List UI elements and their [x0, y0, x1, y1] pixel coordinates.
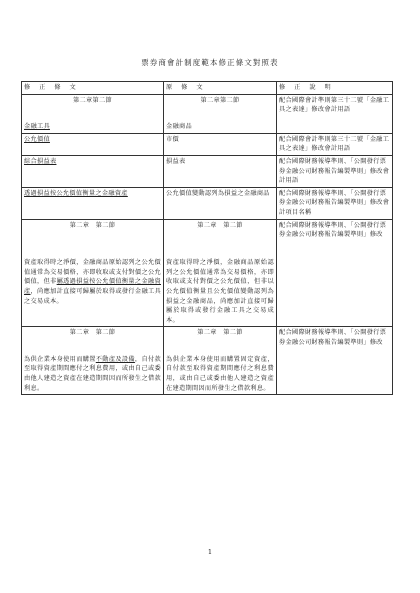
revised-cell — [22, 327, 164, 395]
header-reason: 修正說明 — [277, 82, 393, 95]
reason-cell: 配合國際財務報導準則、「公開發行票券金融公司財務報告編製準則」修改會計項目名稱 — [277, 187, 393, 219]
section-heading: 第二章第二節 — [200, 96, 240, 104]
current-paragraph: 資產取得時之淨價，金融商品原始認列之公允價值通常為交易價格，亦即收取或支付對價之公允價值，但非以公允價值衡量且公允價值變動認列為損益之金融商品，尚應加計直接可歸屬於取得或發行金融工具之交易成本。 — [166, 259, 274, 324]
section-heading: 第二章 第二節 — [69, 329, 116, 337]
page-title: 票券商會計制度範本修正條文對照表 — [141, 58, 279, 67]
revised-cell — [22, 219, 164, 327]
current-paragraph: 為供企業本身使用而購置固定資產，自付款至取得資產期間應付之利息費用，或由自己或委由他人建造之資產在建造期間因而所發生之借款利息。 — [166, 355, 274, 392]
comparison-table — [21, 81, 393, 395]
table-row — [22, 133, 393, 155]
table-row — [22, 327, 393, 395]
revised-cell — [22, 94, 164, 133]
current-term: 金融商品 — [166, 123, 192, 131]
revised-term: 金融工具 — [24, 123, 50, 131]
page-number: 1 — [207, 548, 213, 556]
table-row — [22, 219, 393, 327]
section-heading: 第二章 第二節 — [197, 221, 243, 229]
header-current: 原條文 — [164, 82, 277, 95]
reason-cell: 配合國際財務報導準則、「公開發行票券金融公司財務報告編製準則」修改會計用語 — [277, 155, 393, 187]
reason-cell: 配合國際會計準則第三十二號「金融工具之表達」修改會計用語 — [277, 133, 393, 155]
revised-paragraph: 為供企業本身使用而購置不動產及設備，自付款至取得資產期間應付之利息費用，或由自己或委由他人建造之資產在建造期間因而所發生之借款利息。 — [24, 355, 161, 392]
reason-cell: 配合國際財務報導準則、「公開發行票券金融公司財務報告編製準則」修改 — [277, 327, 393, 395]
revised-cell: 綜合損益表 — [22, 155, 164, 187]
table-header-row — [22, 82, 393, 95]
table-row — [22, 155, 393, 187]
section-heading: 第二章 第二節 — [197, 329, 243, 337]
current-cell: 市價 — [164, 133, 277, 155]
current-cell: 損益表 — [164, 155, 277, 187]
revised-paragraph: 資產取得時之淨價，金融商品原始認列之公允價值通常為交易價格，亦即收取或支付對價之公允價值，但非屬透過損益按公允價值衡量之金融資產，尚應加計直接可歸屬於取得或發行金融工具之交易成本。 — [24, 259, 161, 305]
current-cell — [164, 327, 277, 395]
header-revised: 修正條文 — [22, 82, 164, 95]
revised-cell: 公允價值 — [22, 133, 164, 155]
reason-cell: 配合國際財務報導準則、「公開發行票券金融公司財務報告編製準則」修改 — [277, 219, 393, 327]
current-cell: 公允價值變動認列為損益之金融商品 — [164, 187, 277, 219]
revised-cell: 透過損益按公允價值衡量之金融資產 — [22, 187, 164, 219]
current-cell — [164, 219, 277, 327]
table-row — [22, 94, 393, 133]
section-heading: 第二章 第二節 — [69, 221, 116, 229]
table-row — [22, 187, 393, 219]
section-heading: 第二章第二節 — [73, 96, 112, 104]
reason-cell: 配合國際會計準則第三十二號「金融工具之表達」修改會計用語 — [277, 94, 393, 133]
current-cell — [164, 94, 277, 133]
